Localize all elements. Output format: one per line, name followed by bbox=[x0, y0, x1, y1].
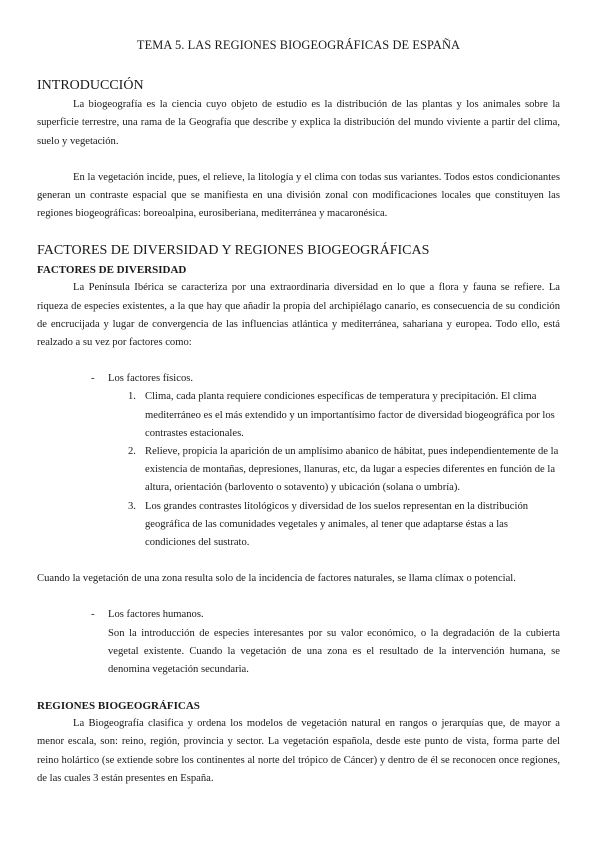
human-factors-item bbox=[91, 606, 560, 679]
intro-heading: INTRODUCCIÓN bbox=[37, 78, 144, 94]
list-item-number: 2. bbox=[128, 446, 136, 458]
physical-factors-list bbox=[37, 370, 560, 552]
physical-factors-label: Los factores físicos. bbox=[108, 373, 194, 385]
list-item bbox=[128, 498, 560, 553]
regions-paragraph: La Biogeografía clasifica y ordena los modelos de vegetación natural en rangos o jerarquías que, de mayor a menor escala, son: reino, región, provincia y sector. La vegetación española, desde este punto de vista, forma parte del reino holártico (se extiende sobre los continentes al norte del trópico de Cáncer) y dentro de él se reconocen once regiones, de las cuales 3 están presentes en España. bbox=[37, 718, 560, 784]
list-item-text: Los grandes contrastes litológicos y diversidad de los suelos representan en la distribución geográfica de las comunidades vegetales y animales, al tener que adaptarse éstas a las condiciones del sustrato. bbox=[145, 500, 529, 549]
document-title: TEMA 5. LAS REGIONES BIOGEOGRÁFICAS DE ESPAÑA bbox=[136, 38, 461, 52]
physical-factors-numbered-list bbox=[108, 388, 560, 552]
factors-section-heading: FACTORES DE DIVERSIDAD Y REGIONES BIOGEOGRÁFICAS bbox=[37, 243, 430, 259]
intro-paragraph-1: La biogeografía es la ciencia cuyo objeto de estudio es la distribución de las plantas y los animales sobre la superficie terrestre, una rama de la Geografía que describe y explica la distribución del mundo viviente a partir del clima, suelo y vegetación. bbox=[37, 99, 560, 147]
list-item bbox=[128, 443, 560, 498]
intro-paragraph-2: En la vegetación incide, pues, el relieve, la litología y el clima con todas sus variantes. Todos estos condicionantes generan un contraste espacial que se manifiesta en una división zonal con modificaciones locales que constituyen las regiones biogeográficas: boreoalpina, eurosiberiana, mediterránea y macaronésica. bbox=[37, 171, 560, 220]
diversity-factors-subheading: FACTORES DE DIVERSIDAD bbox=[37, 264, 187, 277]
list-item-text: Clima, cada planta requiere condiciones específicas de temperatura y precipitación. El clima mediterráneo es el más extendido y un importantísimo factor de diversidad biogeográfica por los contrastes estacionales. bbox=[145, 391, 555, 439]
list-item-text: Relieve, propicia la aparición de un amplísimo abanico de hábitat, pues independientemente de la existencia de montañas, depresiones, llanuras, etc, da lugar a especies diferentes en función de la altura, orientación (barlovento o sotavento) y ubicación (solana o umbría). bbox=[145, 446, 559, 494]
climax-note: Cuando la vegetación de una zona resulta solo de la incidencia de factores naturales, se llama clímax o potencial. bbox=[37, 573, 516, 585]
physical-factors-item bbox=[91, 370, 560, 552]
list-item bbox=[128, 388, 560, 443]
diversity-paragraph: La Península Ibérica se caracteriza por una extraordinaria diversidad en lo que a flora y fauna se refiere. La riqueza de especies existentes, a la que hay que añadir la propia del archipiélago canario, es consecuencia de su condición de encrucijada y lugar de convergencia de las influencias atlántica y mediterránea, sahariana y europea. Todo ello, está realzado a su vez por factores como: bbox=[37, 282, 560, 349]
list-item-number: 1. bbox=[128, 391, 136, 403]
list-item-number: 3. bbox=[128, 500, 136, 512]
regions-heading: REGIONES BIOGEOGRÁFICAS bbox=[37, 700, 200, 713]
human-factors-list bbox=[37, 606, 560, 679]
human-factors-label: Los factores humanos. bbox=[108, 609, 204, 621]
human-factors-text: Son la introducción de especies interesantes por su valor económico, o la degradación de la cubierta vegetal existente. Cuando la vegetación de una zona es el resultado de la intervención humana, se denomina vegetación secundaria. bbox=[108, 627, 560, 676]
